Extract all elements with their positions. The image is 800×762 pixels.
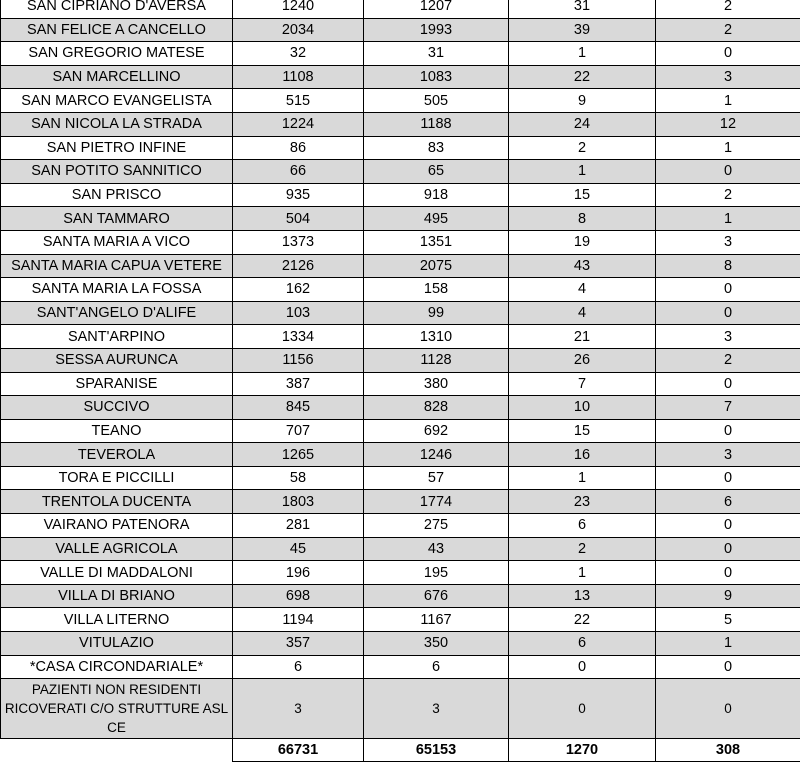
- value-cell-2: 676: [364, 584, 509, 608]
- value-cell-2: 692: [364, 419, 509, 443]
- value-cell-3: 4: [509, 278, 656, 302]
- totals-row: [1, 739, 800, 762]
- municipality-cell: SANT'ANGELO D'ALIFE: [1, 301, 233, 325]
- table-row: [1, 254, 800, 278]
- value-cell-2: 495: [364, 207, 509, 231]
- value-cell-2: 828: [364, 396, 509, 420]
- table-row: [1, 514, 800, 538]
- value-cell-4: 0: [656, 561, 800, 585]
- value-cell-1: 1224: [233, 112, 364, 136]
- value-cell-4: 2: [656, 0, 800, 18]
- value-cell-1: 196: [233, 561, 364, 585]
- total-cell-4: 308: [656, 739, 800, 762]
- municipality-cell: SAN GREGORIO MATESE: [1, 42, 233, 66]
- value-cell-4: 0: [656, 655, 800, 679]
- value-cell-3: 16: [509, 443, 656, 467]
- municipality-cell: SUCCIVO: [1, 396, 233, 420]
- value-cell-2: 1128: [364, 348, 509, 372]
- value-cell-4: 0: [656, 466, 800, 490]
- municipality-cell: SAN POTITO SANNITICO: [1, 160, 233, 184]
- value-cell-3: 19: [509, 230, 656, 254]
- value-cell-3: 10: [509, 396, 656, 420]
- municipality-cell: VAIRANO PATENORA: [1, 514, 233, 538]
- table-row: [1, 65, 800, 89]
- value-cell-3: 7: [509, 372, 656, 396]
- table-row: [1, 396, 800, 420]
- value-cell-2: 83: [364, 136, 509, 160]
- value-cell-1: 45: [233, 537, 364, 561]
- value-cell-3: 23: [509, 490, 656, 514]
- table-row: [1, 419, 800, 443]
- table-row: [1, 207, 800, 231]
- municipality-cell: SANTA MARIA A VICO: [1, 230, 233, 254]
- value-cell-3: 2: [509, 136, 656, 160]
- table-row: [1, 443, 800, 467]
- value-cell-3: 1: [509, 466, 656, 490]
- value-cell-1: 32: [233, 42, 364, 66]
- value-cell-3: 43: [509, 254, 656, 278]
- table-row: [1, 18, 800, 42]
- value-cell-1: 387: [233, 372, 364, 396]
- value-cell-1: 1108: [233, 65, 364, 89]
- table-row: [1, 679, 800, 739]
- value-cell-2: 65: [364, 160, 509, 184]
- table-row: [1, 278, 800, 302]
- value-cell-1: 1156: [233, 348, 364, 372]
- municipality-cell: TEANO: [1, 419, 233, 443]
- value-cell-4: 0: [656, 537, 800, 561]
- value-cell-4: 9: [656, 584, 800, 608]
- value-cell-4: 5: [656, 608, 800, 632]
- value-cell-2: 195: [364, 561, 509, 585]
- value-cell-1: 2034: [233, 18, 364, 42]
- value-cell-1: 698: [233, 584, 364, 608]
- value-cell-2: 6: [364, 655, 509, 679]
- table-row: [1, 89, 800, 113]
- value-cell-4: 3: [656, 443, 800, 467]
- value-cell-1: 66: [233, 160, 364, 184]
- table-row: [1, 183, 800, 207]
- totals-label-blank: [1, 739, 233, 762]
- municipality-cell: SANTA MARIA CAPUA VETERE: [1, 254, 233, 278]
- value-cell-1: 504: [233, 207, 364, 231]
- municipality-cell: VITULAZIO: [1, 632, 233, 656]
- value-cell-2: 2075: [364, 254, 509, 278]
- table-row: [1, 325, 800, 349]
- table-row: [1, 584, 800, 608]
- municipality-cell: TRENTOLA DUCENTA: [1, 490, 233, 514]
- value-cell-4: 2: [656, 183, 800, 207]
- value-cell-3: 9: [509, 89, 656, 113]
- value-cell-1: 1194: [233, 608, 364, 632]
- value-cell-2: 275: [364, 514, 509, 538]
- value-cell-4: 0: [656, 278, 800, 302]
- municipality-cell: SAN PRISCO: [1, 183, 233, 207]
- table-row: [1, 608, 800, 632]
- value-cell-2: 31: [364, 42, 509, 66]
- value-cell-1: 58: [233, 466, 364, 490]
- table-body: [1, 0, 800, 762]
- municipality-cell: TEVEROLA: [1, 443, 233, 467]
- value-cell-3: 22: [509, 608, 656, 632]
- value-cell-2: 158: [364, 278, 509, 302]
- value-cell-4: 0: [656, 514, 800, 538]
- value-cell-4: 2: [656, 348, 800, 372]
- value-cell-2: 1083: [364, 65, 509, 89]
- value-cell-1: 1803: [233, 490, 364, 514]
- municipality-cell: SANT'ARPINO: [1, 325, 233, 349]
- value-cell-3: 6: [509, 632, 656, 656]
- table-row: [1, 372, 800, 396]
- municipality-cell: SANTA MARIA LA FOSSA: [1, 278, 233, 302]
- table-row: [1, 301, 800, 325]
- table-row: [1, 632, 800, 656]
- value-cell-3: 21: [509, 325, 656, 349]
- value-cell-3: 1: [509, 160, 656, 184]
- value-cell-4: 3: [656, 230, 800, 254]
- municipality-cell: VILLA DI BRIANO: [1, 584, 233, 608]
- table-row: [1, 160, 800, 184]
- table-row: [1, 42, 800, 66]
- value-cell-1: 6: [233, 655, 364, 679]
- table-row: [1, 466, 800, 490]
- value-cell-4: 1: [656, 632, 800, 656]
- value-cell-2: 3: [364, 679, 509, 739]
- value-cell-4: 1: [656, 136, 800, 160]
- municipality-cell: VILLA LITERNO: [1, 608, 233, 632]
- municipality-cell: SAN PIETRO INFINE: [1, 136, 233, 160]
- value-cell-1: 1265: [233, 443, 364, 467]
- value-cell-3: 2: [509, 537, 656, 561]
- value-cell-1: 1373: [233, 230, 364, 254]
- value-cell-2: 1774: [364, 490, 509, 514]
- value-cell-2: 1188: [364, 112, 509, 136]
- value-cell-1: 86: [233, 136, 364, 160]
- municipality-cell: PAZIENTI NON RESIDENTI RICOVERATI C/O STRUTTURE ASL CE: [1, 679, 233, 739]
- value-cell-1: 281: [233, 514, 364, 538]
- value-cell-3: 24: [509, 112, 656, 136]
- value-cell-2: 1246: [364, 443, 509, 467]
- total-cell-3: 1270: [509, 739, 656, 762]
- municipality-cell: SESSA AURUNCA: [1, 348, 233, 372]
- value-cell-2: 1167: [364, 608, 509, 632]
- table-row: [1, 655, 800, 679]
- value-cell-1: 1240: [233, 0, 364, 18]
- value-cell-2: 1310: [364, 325, 509, 349]
- table-row: [1, 490, 800, 514]
- municipality-cell: VALLE AGRICOLA: [1, 537, 233, 561]
- value-cell-3: 0: [509, 655, 656, 679]
- value-cell-2: 43: [364, 537, 509, 561]
- value-cell-4: 0: [656, 679, 800, 739]
- value-cell-1: 162: [233, 278, 364, 302]
- value-cell-1: 2126: [233, 254, 364, 278]
- value-cell-1: 1334: [233, 325, 364, 349]
- municipality-cell: TORA E PICCILLI: [1, 466, 233, 490]
- municipality-cell: SPARANISE: [1, 372, 233, 396]
- table-row: [1, 348, 800, 372]
- value-cell-1: 845: [233, 396, 364, 420]
- value-cell-3: 39: [509, 18, 656, 42]
- municipality-cell: SAN MARCELLINO: [1, 65, 233, 89]
- value-cell-2: 380: [364, 372, 509, 396]
- value-cell-3: 15: [509, 419, 656, 443]
- municipality-cell: SAN NICOLA LA STRADA: [1, 112, 233, 136]
- table-row: [1, 230, 800, 254]
- municipality-cell: SAN FELICE A CANCELLO: [1, 18, 233, 42]
- value-cell-4: 0: [656, 42, 800, 66]
- value-cell-3: 15: [509, 183, 656, 207]
- value-cell-3: 6: [509, 514, 656, 538]
- total-cell-2: 65153: [364, 739, 509, 762]
- table-row: [1, 561, 800, 585]
- value-cell-1: 3: [233, 679, 364, 739]
- value-cell-4: 0: [656, 419, 800, 443]
- value-cell-4: 8: [656, 254, 800, 278]
- value-cell-1: 935: [233, 183, 364, 207]
- municipality-cell: SAN TAMMARO: [1, 207, 233, 231]
- value-cell-3: 1: [509, 561, 656, 585]
- value-cell-2: 1993: [364, 18, 509, 42]
- value-cell-4: 3: [656, 65, 800, 89]
- value-cell-1: 515: [233, 89, 364, 113]
- value-cell-3: 4: [509, 301, 656, 325]
- value-cell-4: 12: [656, 112, 800, 136]
- value-cell-2: 57: [364, 466, 509, 490]
- value-cell-2: 1351: [364, 230, 509, 254]
- value-cell-3: 26: [509, 348, 656, 372]
- value-cell-4: 6: [656, 490, 800, 514]
- value-cell-2: 1207: [364, 0, 509, 18]
- value-cell-3: 31: [509, 0, 656, 18]
- value-cell-2: 505: [364, 89, 509, 113]
- table-row: [1, 537, 800, 561]
- table-row: [1, 112, 800, 136]
- municipality-cell: *CASA CIRCONDARIALE*: [1, 655, 233, 679]
- value-cell-1: 103: [233, 301, 364, 325]
- value-cell-4: 7: [656, 396, 800, 420]
- table-row: [1, 0, 800, 18]
- value-cell-4: 1: [656, 89, 800, 113]
- value-cell-1: 357: [233, 632, 364, 656]
- value-cell-2: 99: [364, 301, 509, 325]
- value-cell-3: 22: [509, 65, 656, 89]
- table-row: [1, 136, 800, 160]
- municipality-cell: SAN CIPRIANO D'AVERSA: [1, 0, 233, 18]
- value-cell-2: 918: [364, 183, 509, 207]
- total-cell-1: 66731: [233, 739, 364, 762]
- municipality-cell: SAN MARCO EVANGELISTA: [1, 89, 233, 113]
- value-cell-4: 0: [656, 301, 800, 325]
- value-cell-1: 707: [233, 419, 364, 443]
- value-cell-3: 0: [509, 679, 656, 739]
- value-cell-4: 3: [656, 325, 800, 349]
- value-cell-3: 1: [509, 42, 656, 66]
- value-cell-4: 2: [656, 18, 800, 42]
- municipality-cell: VALLE DI MADDALONI: [1, 561, 233, 585]
- value-cell-4: 0: [656, 372, 800, 396]
- value-cell-2: 350: [364, 632, 509, 656]
- value-cell-3: 8: [509, 207, 656, 231]
- value-cell-4: 0: [656, 160, 800, 184]
- value-cell-3: 13: [509, 584, 656, 608]
- value-cell-4: 1: [656, 207, 800, 231]
